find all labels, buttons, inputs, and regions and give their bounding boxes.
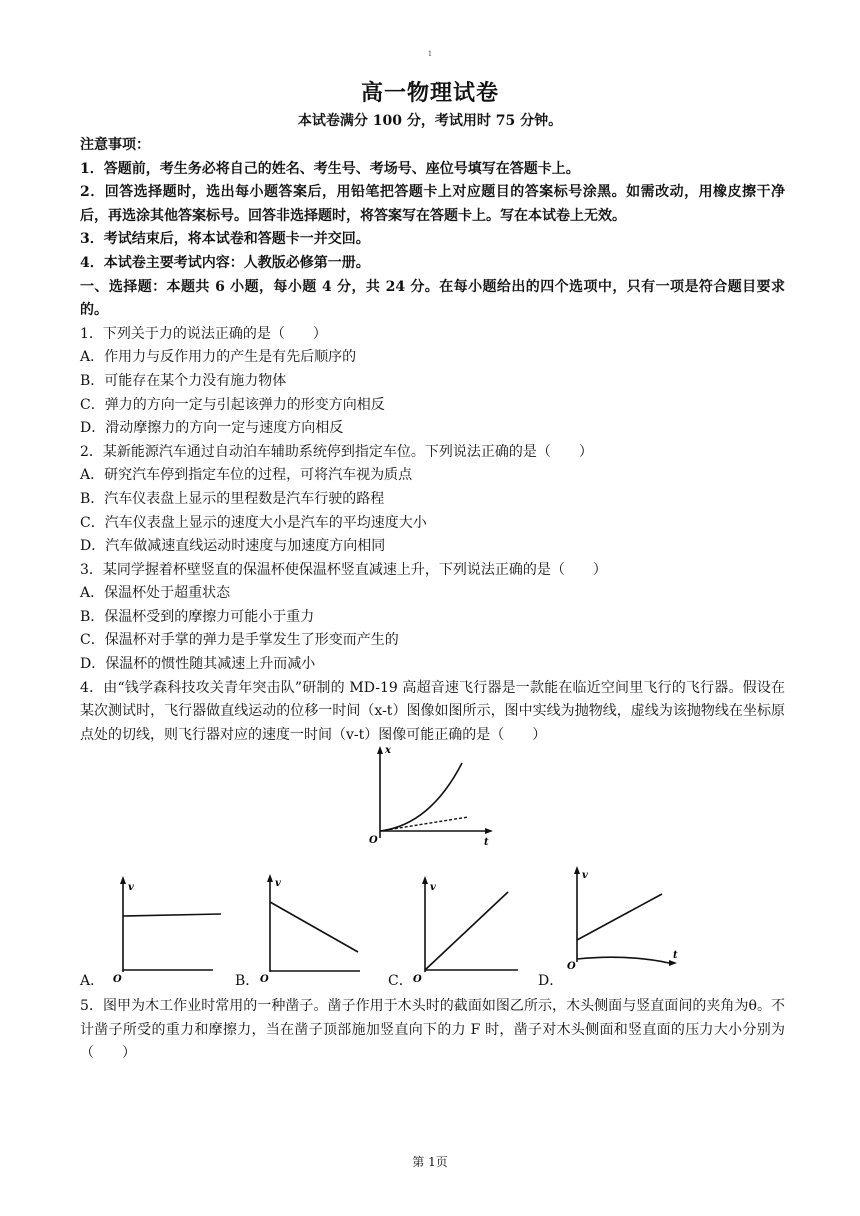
question-option: C．汽车仪表盘上显示的速度大小是汽车的平均速度大小 [80,514,427,531]
question-option: D．保温杯的惯性随其减速上升而减小 [80,656,316,673]
axis-label-x: t [484,837,489,848]
option-label: A． [80,973,105,989]
question-option: A．作用力与反作用力的产生是有先后顺序的 [80,349,357,366]
axis-label-x: t [673,950,678,961]
vt-graph-d [567,862,687,982]
question-stem: 3．某同学握着杯壁竖直的保温杯使保温杯竖直减速上升，下列说法正确的是（ ） [80,561,607,578]
origin-label: O [413,974,422,985]
vt-graph-c [410,870,525,985]
question-option: D．汽车做减速直线运动时速度与加速度方向相同 [80,538,386,555]
question-option: A．研究汽车停到指定车位的过程，可将汽车视为质点 [80,467,413,484]
note-item: 3．考试结束后，将本试卷和答题卡一并交回。 [80,231,370,248]
vt-graph-b [260,870,370,985]
question-option: C．保温杯对手掌的弹力是手掌发生了形变而产生的 [80,632,399,649]
option-label: C． [388,973,413,989]
page-footer: 第 1页 [412,1155,448,1169]
top-page-mark: 1 [427,50,433,58]
question-stem: 4．由“钱学森科技攻关青年突击队”研制的 MD-19 高超音速飞行器是一款能在临近空间里飞行的飞行器。假设在某次测试时，飞行器做直线运动的位移一时间（x-t）图像如图所示，图中实线为抛物线，虚线为该抛物线在坐标原点处的切线，则飞行器对应的速度一时间（v-t）图像可能正确的是（ ） [80,679,785,743]
axis-label-y: v [582,870,588,881]
origin-label: O [567,961,576,972]
section-heading: 一、选择题：本题共 6 小题，每小题 4 分，共 24 分。在每小题给出的四个选项中，只有一项是符合题目要求的。 [80,278,785,319]
xt-graph-figure [360,743,495,853]
option-label: B． [235,973,260,989]
question-option: C．弹力的方向一定与引起该弹力的形变方向相反 [80,396,385,413]
y-axis-arrow [377,746,383,754]
axis-label-y: v [430,882,436,893]
q4-options [80,870,780,990]
note-item: 2．回答选择题时，选出每小题答案后，用铅笔把答题卡上对应题目的答案标号涂黑。如需改动，用橡皮擦干净后，再选涂其他答案标号。回答非选择题时，将答案写在答题卡上。写在本试卷上无效。 [80,184,785,224]
origin-label: O [113,974,122,985]
question-stem: 2．某新能源汽车通过自动泊车辅助系统停到指定车位。下列说法正确的是（ ） [80,443,593,460]
axis-label-y: x [385,745,391,756]
question-option: B．汽车仪表盘上显示的里程数是汽车行驶的路程 [80,490,385,507]
exam-body [80,134,785,747]
question-stem: 5．图甲为木工作业时常用的一种凿子。凿子作用于木头时的截面如图乙所示，木头侧面与竖直面间的夹角为θ。不计凿子所受的重力和摩擦力，当在凿子顶部施加竖直向下的力 F 时，凿子对木头侧面和竖直面的压力大小分别为（ ） [80,998,785,1062]
notes-heading: 注意事项： [80,137,150,153]
axis-label-y: v [275,878,281,889]
origin-label: O [369,835,378,846]
question-option: D．滑动摩擦力的方向一定与速度方向相反 [80,420,344,437]
note-item: 4．本试卷主要考试内容：人教版必修第一册。 [80,254,370,271]
exam-subtitle: 本试卷满分 100 分，考试用时 75 分钟。 [297,113,563,129]
question-option: B．可能存在某个力没有施力物体 [80,372,287,389]
exam-title: 高一物理试卷 [360,80,499,106]
note-item: 1．答题前，考生务必将自己的姓名、考生号、考场号、座位号填写在答题卡上。 [80,160,580,177]
x-axis-arrow [485,828,493,834]
question-option: B．保温杯受到的摩擦力可能小于重力 [80,608,315,625]
origin-label: O [260,974,269,985]
parabola-curve [380,763,462,831]
question-option: A．保温杯处于超重状态 [80,585,231,602]
axis-label-y: v [128,882,134,893]
option-label: D． [538,973,564,989]
question-stem: 1．下列关于力的说法正确的是（ ） [80,325,327,342]
vt-graph-a [113,870,223,985]
